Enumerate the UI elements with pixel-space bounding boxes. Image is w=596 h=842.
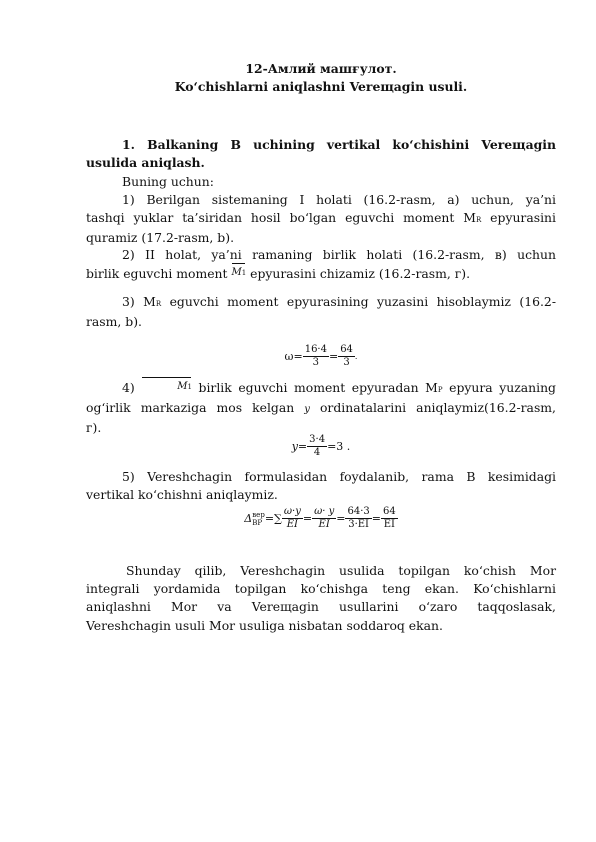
unit-moment-symbol	[141, 378, 192, 396]
fraction-3x4-over-4	[307, 434, 327, 459]
step2-paragraph	[86, 246, 556, 283]
step3-line2: rasm, b).	[86, 314, 142, 330]
fraction-numerator: ω·y	[283, 506, 301, 517]
step3-line1-text: 3) M	[122, 294, 156, 309]
fraction-64-over-ei	[381, 506, 398, 531]
section-heading-line2: usulida aniqlash.	[86, 155, 205, 171]
step5-line2: vertikal ko‘chishni aniqlaymiz.	[86, 487, 278, 503]
sum-sign: =∑	[264, 512, 282, 525]
step3-line1-tail: eguvchi moment epyurasining yuzasini hisoblaymiz (16.2-	[161, 294, 557, 309]
step1-line2	[86, 209, 556, 229]
step3-paragraph	[86, 293, 556, 331]
fraction-64-over-3	[338, 344, 355, 369]
period: .	[354, 352, 358, 361]
step4-line2-tail: ordinatalarini aniqlaymiz(16.2-rasm,	[309, 400, 556, 416]
step2-line2-tail: epyurasini chizamiz (16.2-rasm, г).	[246, 266, 471, 282]
delta-superscript: вер	[252, 510, 265, 519]
fraction-numerator: 64	[340, 344, 353, 355]
step1-paragraph	[86, 191, 556, 248]
fraction-numerator: 3·4	[309, 434, 326, 445]
fraction-denominator: 4	[313, 447, 321, 458]
delta-subscript: BP	[252, 518, 263, 527]
fraction-16x4-over-3	[303, 344, 329, 369]
step4-number: 4)	[122, 380, 135, 395]
fraction-denominator: 3	[343, 357, 350, 368]
lesson-title: 12-Амлий машғулот.	[245, 61, 397, 76]
delta-symbol: Δ	[244, 512, 253, 525]
fraction-numerator: 16·4	[304, 344, 327, 355]
fraction-wy-over-ei	[282, 506, 303, 531]
fraction-numerator: 64	[382, 506, 396, 517]
step1-line2-text: tashqi yuklar ta’siridan hosil bo‘lgan eguvchi moment M	[86, 210, 476, 226]
formula-omega	[86, 344, 556, 369]
step1-line2-tail: epyurasini	[481, 210, 557, 226]
fraction-64x3-over-3ei	[345, 506, 371, 531]
section-heading-line1: 1. Balkaning B uchining vertikal ko‘chishini Vereщagin	[122, 137, 556, 152]
equals-sign: =	[336, 512, 346, 525]
fraction-denominator: EI	[286, 519, 298, 530]
topic-title: Ko‘chishlarni aniqlashni Vereщagin usuli.	[174, 79, 468, 94]
mbar-letter: M	[231, 267, 242, 279]
conclusion-line1: Shunday qilib, Vereshchagin usulida topilgan ko‘chish Mor	[126, 563, 556, 578]
equals-sign: =	[302, 512, 313, 525]
step1-line1: 1) Berilgan sistemaning I holati (16.2-rasm, a) uchun, ya’ni	[122, 192, 556, 207]
equals-sign: =	[328, 350, 339, 363]
fraction-w-y-over-ei	[312, 506, 336, 531]
fraction-denominator: EI	[318, 519, 330, 530]
fraction-denominator: 3	[312, 357, 320, 368]
formula-y	[86, 434, 556, 459]
step4-line1-tail: epyura yuzaning	[442, 380, 556, 395]
y-result: =3 .	[327, 440, 351, 453]
fraction-numerator: ω· y	[314, 506, 335, 517]
mp-subscript: P	[437, 386, 443, 394]
step3-line1	[86, 293, 556, 313]
step4-line3: г).	[86, 420, 102, 436]
omega-lhs: ω=	[284, 350, 303, 363]
mbar-subscript: 1	[187, 383, 192, 391]
equals-sign: =	[371, 512, 381, 525]
mr-subscript: R	[155, 300, 162, 308]
fraction-numerator: 64·3	[347, 506, 370, 517]
step2-line2	[86, 264, 556, 283]
mr-subscript: R	[475, 216, 482, 225]
y-symbol: y	[304, 404, 310, 416]
mbar-letter: M	[177, 381, 188, 392]
step5-paragraph	[86, 468, 556, 504]
step4-line2	[86, 399, 556, 419]
fraction-denominator: EI	[383, 519, 395, 530]
buning-line: Buning uchun:	[122, 174, 214, 189]
unit-moment-symbol	[231, 264, 246, 282]
step4-line2-text: og‘irlik markaziga mos kelgan	[86, 400, 305, 416]
section-heading	[86, 136, 556, 172]
step5-line1: 5) Vereshchagin formulasidan foydalanib, rama B kesimidagi	[122, 469, 556, 484]
conclusion-paragraph	[86, 562, 556, 635]
step4-line1-text: birlik eguvchi moment epyuradan M	[191, 380, 438, 395]
delta-indices	[252, 511, 265, 527]
y-lhs: y=	[291, 440, 308, 453]
step1-line3: quramiz (17.2-rasm, b).	[86, 230, 235, 246]
step4-line1	[86, 378, 556, 399]
conclusion-line3: aniqlashni Mor va Vereщagin usullarini o‘zaro taqqoslasak,	[86, 599, 556, 615]
step2-line1: 2) II holat, ya’ni ramaning birlik holati (16.2-rasm, в) uchun	[122, 247, 556, 262]
conclusion-line2: integrali yordamida topilgan ko‘chishga teng ekan. Ko‘chishlarni	[86, 581, 556, 597]
mbar-subscript: 1	[241, 269, 247, 278]
conclusion-line4: Vereshchagin usuli Mor usuliga nisbatan soddaroq ekan.	[86, 617, 443, 633]
step4-paragraph	[86, 378, 556, 438]
formula-delta	[86, 506, 556, 531]
fraction-denominator: 3·EI	[348, 519, 370, 530]
step2-line2-text: birlik eguvchi moment	[86, 266, 232, 282]
